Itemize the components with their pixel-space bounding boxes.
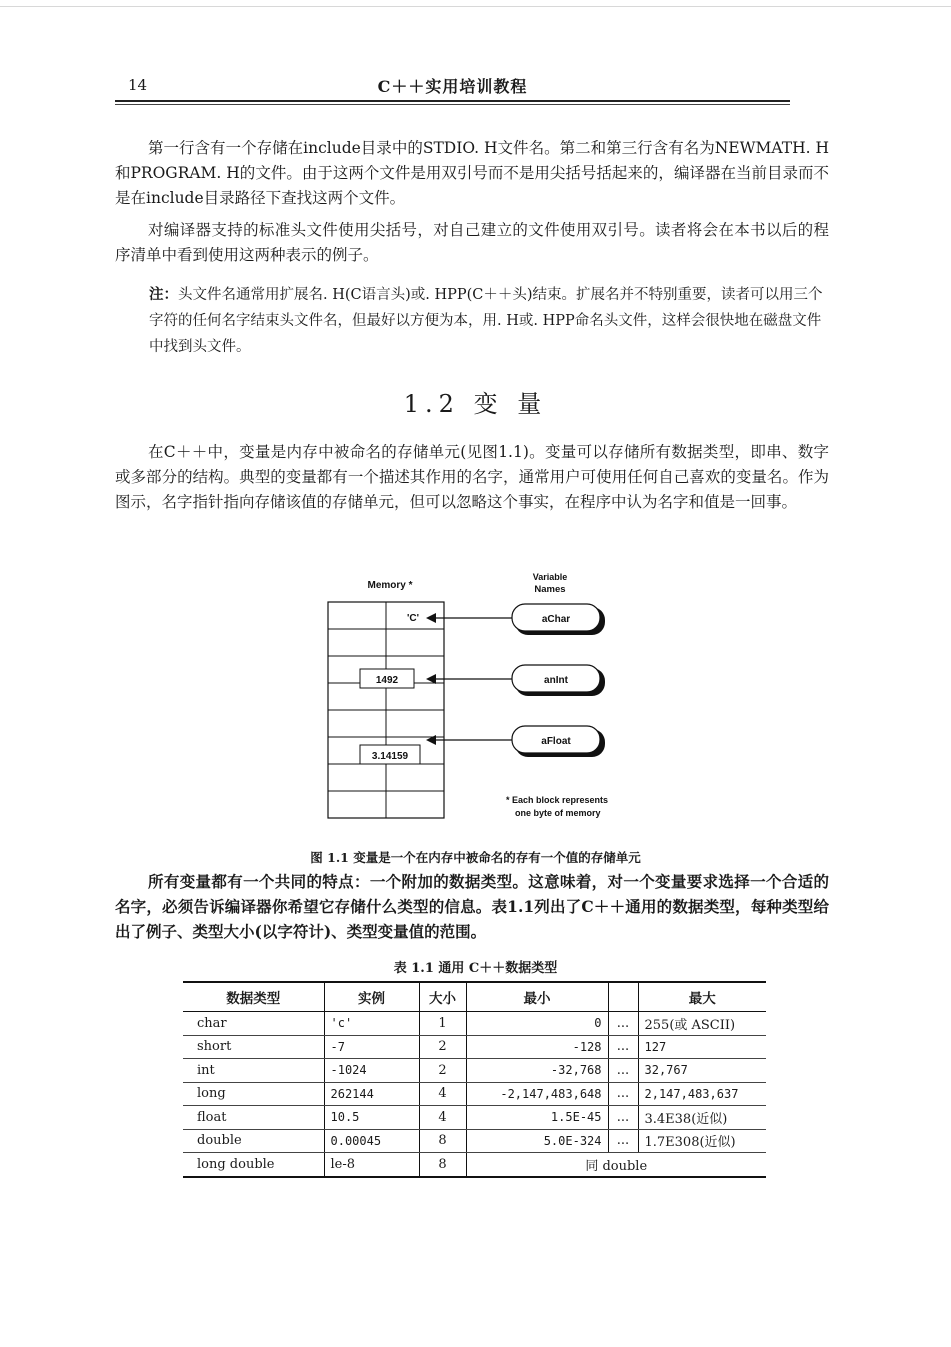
arrow-char xyxy=(426,613,512,623)
cell-max: 3.4E38(近似) xyxy=(638,1106,766,1130)
table-row xyxy=(183,1059,766,1083)
cell-type: long double xyxy=(183,1153,324,1177)
cell-size: 2 xyxy=(419,1035,466,1059)
cell-max: 32,767 xyxy=(638,1059,766,1083)
cell-max: 1.7E308(近似) xyxy=(638,1129,766,1153)
cell-same-as-double: 同 double xyxy=(466,1153,766,1177)
name-char: aChar xyxy=(541,614,571,625)
cell-type: long xyxy=(183,1082,324,1106)
cell-type: int xyxy=(183,1059,324,1083)
header-rule-thin xyxy=(115,104,790,105)
cell-type: float xyxy=(183,1106,324,1130)
names-label-line2: Names xyxy=(534,584,566,595)
cell-min: -32,768 xyxy=(466,1059,608,1083)
cell-dots: ... xyxy=(608,1129,638,1153)
cell-size: 8 xyxy=(419,1129,466,1153)
cell-int xyxy=(360,669,414,688)
cell-max: 2,147,483,637 xyxy=(638,1082,766,1106)
note-block xyxy=(149,282,829,360)
cell-size: 4 xyxy=(419,1082,466,1106)
cell-min: 5.0E-324 xyxy=(466,1129,608,1153)
footnote-line2: one byte of memory xyxy=(515,808,601,818)
cell-min: 1.5E-45 xyxy=(466,1106,608,1130)
note-label: 注： xyxy=(149,286,178,303)
cell-type: char xyxy=(183,1012,324,1036)
cell-example: -1024 xyxy=(324,1059,419,1083)
page-number: 14 xyxy=(128,76,148,94)
paragraph-brackets: 对编译器支持的标准头文件使用尖括号，对自己建立的文件使用双引号。读者将会在本书以后的程序清单中看到使用这两种表示的例子。 xyxy=(115,221,829,264)
running-title: C＋＋实用培训教程 xyxy=(377,77,528,96)
cell-min: -2,147,483,648 xyxy=(466,1082,608,1106)
cell-example: 0.00045 xyxy=(324,1129,419,1153)
cell-example: 10.5 xyxy=(324,1106,419,1130)
cell-size: 2 xyxy=(419,1059,466,1083)
cell-char-value: 'C' xyxy=(407,613,419,624)
figure-caption: 图 1.1 变量是一个在内存中被命名的存有一个值的存储单元 xyxy=(310,850,641,865)
cell-dots: ... xyxy=(608,1082,638,1106)
memory-diagram-svg xyxy=(320,566,660,836)
table-row xyxy=(183,1012,766,1036)
table-row xyxy=(183,1153,766,1177)
cell-type: short xyxy=(183,1035,324,1059)
table-title: 表 1.1 通用 C＋＋数据类型 xyxy=(393,961,558,976)
cell-float-value: 3.14159 xyxy=(371,751,409,762)
table-row xyxy=(183,1129,766,1153)
name-int: anInt xyxy=(544,675,568,686)
note-text: 头文件名通常用扩展名. H(C语言头)或. HPP(C＋＋头)结束。扩展名并不特别重要，读者可以用三个字符的任何名字结束头文件名，但最好以方便为本，用. H或. HPP命名头文件，这样会很快地在磁盘文件中找到头文件。 xyxy=(149,287,823,355)
cell-float xyxy=(360,745,420,764)
top-edge-line xyxy=(0,6,951,7)
cell-example: 'c' xyxy=(324,1012,419,1036)
cell-dots: ... xyxy=(608,1106,638,1130)
memory-grid xyxy=(328,602,444,818)
paragraph-variables: 在C＋＋中，变量是内存中被命名的存储单元(见图1.1)。变量可以存储所有数据类型，即串、数字或多部分的结构。典型的变量都有一个描述其作用的名字，通常用户可使用任何自己喜欢的变量名。作为图示，名字指针指向存储该值的存储单元，但可以忽略这个事实，在程序中认为名字和值是一回事。 xyxy=(115,443,829,511)
header-type: 数据类型 xyxy=(183,982,324,1012)
name-box-char xyxy=(512,604,605,635)
cell-dots: ... xyxy=(608,1012,638,1036)
cell-max: 255(或 ASCII) xyxy=(638,1012,766,1036)
names-label-line1: Variable xyxy=(532,572,568,582)
header-rule xyxy=(115,100,790,102)
cell-min: 0 xyxy=(466,1012,608,1036)
table-row xyxy=(183,1082,766,1106)
table-header-row xyxy=(183,982,766,1012)
cell-example: 262144 xyxy=(324,1082,419,1106)
datatype-table xyxy=(183,981,766,1178)
cell-dots: ... xyxy=(608,1059,638,1083)
name-box-float xyxy=(512,726,605,757)
name-float: aFloat xyxy=(541,736,571,747)
header-max: 最大 xyxy=(638,982,766,1012)
cell-size: 8 xyxy=(419,1153,466,1177)
section-title: 1.2 变 量 xyxy=(403,390,548,418)
table-row xyxy=(183,1106,766,1130)
header-min: 最小 xyxy=(466,982,608,1012)
footnote-line1: * Each block represents xyxy=(506,795,609,805)
name-box-int xyxy=(512,665,605,696)
table-row xyxy=(183,1035,766,1059)
cell-size: 4 xyxy=(419,1106,466,1130)
header-example: 实例 xyxy=(324,982,419,1012)
paragraph-datatypes: 所有变量都有一个共同的特点：一个附加的数据类型。这意味着，对一个变量要求选择一个合适的名字，必须告诉编译器你希望它存储什么类型的信息。表1.1列出了C＋＋通用的数据类型，每种类型给出了例子、类型大小(以字符计)、类型变量值的范围。 xyxy=(115,872,829,941)
cell-max: 127 xyxy=(638,1035,766,1059)
paragraph-include: 第一行含有一个存储在include目录中的STDIO. H文件名。第二和第三行含有名为NEWMATH. H和PROGRAM. H的文件。由于这两个文件是用双引号而不是用尖括号括起来的，编译器在当前目录而不是在include目录路径下查找这两个文件。 xyxy=(115,139,829,207)
cell-example: -7 xyxy=(324,1035,419,1059)
page-header xyxy=(115,72,790,102)
cell-example: le-8 xyxy=(324,1153,419,1177)
cell-char xyxy=(407,613,419,624)
cell-type: double xyxy=(183,1129,324,1153)
memory-label: Memory * xyxy=(367,580,413,591)
header-size: 大小 xyxy=(419,982,466,1012)
cell-dots: ... xyxy=(608,1035,638,1059)
cell-int-value: 1492 xyxy=(375,675,399,686)
header-dots xyxy=(608,982,638,1012)
cell-min: -128 xyxy=(466,1035,608,1059)
figure-memory-diagram xyxy=(320,566,660,836)
cell-size: 1 xyxy=(419,1012,466,1036)
